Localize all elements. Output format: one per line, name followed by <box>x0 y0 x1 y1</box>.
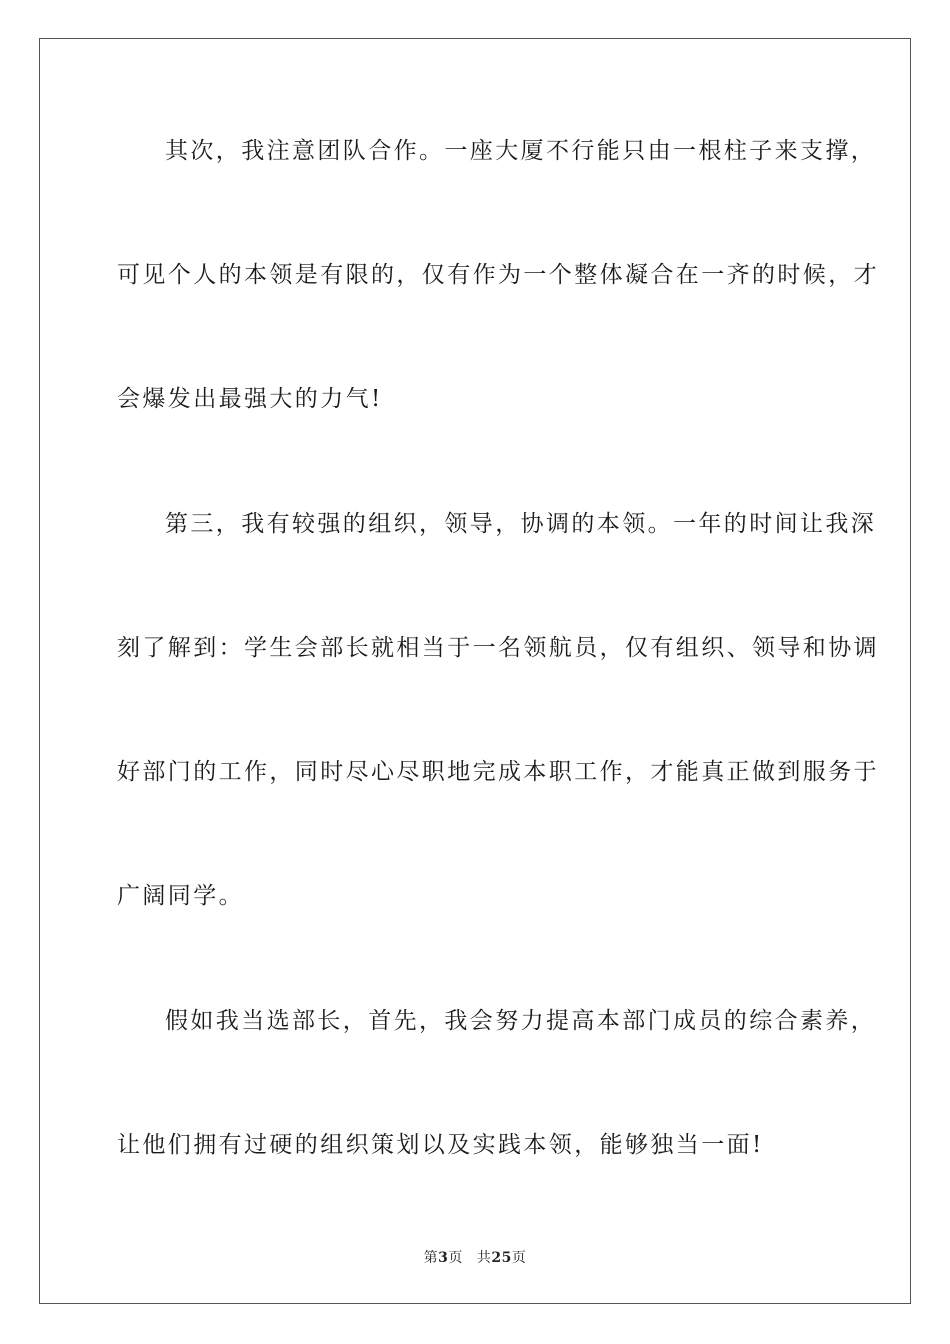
paragraph-line-4: 第三，我有较强的组织，领导，协调的本领。一年的时间让我深 <box>165 511 877 537</box>
paragraph-line-6: 好部门的工作，同时尽心尽职地完成本职工作，才能真正做到服务于 <box>117 759 879 785</box>
footer-total-prefix: 共 <box>476 1250 492 1266</box>
footer-page-suffix: 页 <box>448 1250 463 1266</box>
page-footer <box>0 1247 950 1267</box>
paragraph-line-1: 其次，我注意团队合作。一座大厦不行能只由一根柱子来支撑， <box>165 138 877 164</box>
paragraph-line-8: 假如我当选部长，首先，我会努力提高本部门成员的综合素养， <box>165 1008 877 1034</box>
footer-total-pages: 25 <box>491 1250 512 1266</box>
paragraph-line-2: 可见个人的本领是有限的，仅有作为一个整体凝合在一齐的时候，才 <box>117 262 879 288</box>
footer-page-number: 3 <box>438 1250 449 1266</box>
paragraph-line-5: 刻了解到：学生会部长就相当于一名领航员，仅有组织、领导和协调 <box>117 635 879 661</box>
paragraph-line-9: 让他们拥有过硬的组织策划以及实践本领，能够独当一面! <box>117 1132 764 1158</box>
footer-page-prefix: 第 <box>423 1250 439 1266</box>
page-border <box>39 38 911 1304</box>
paragraph-line-3: 会爆发出最强大的力气! <box>117 386 383 412</box>
footer-total-suffix: 页 <box>511 1250 527 1266</box>
paragraph-line-7: 广阔同学。 <box>117 883 244 909</box>
